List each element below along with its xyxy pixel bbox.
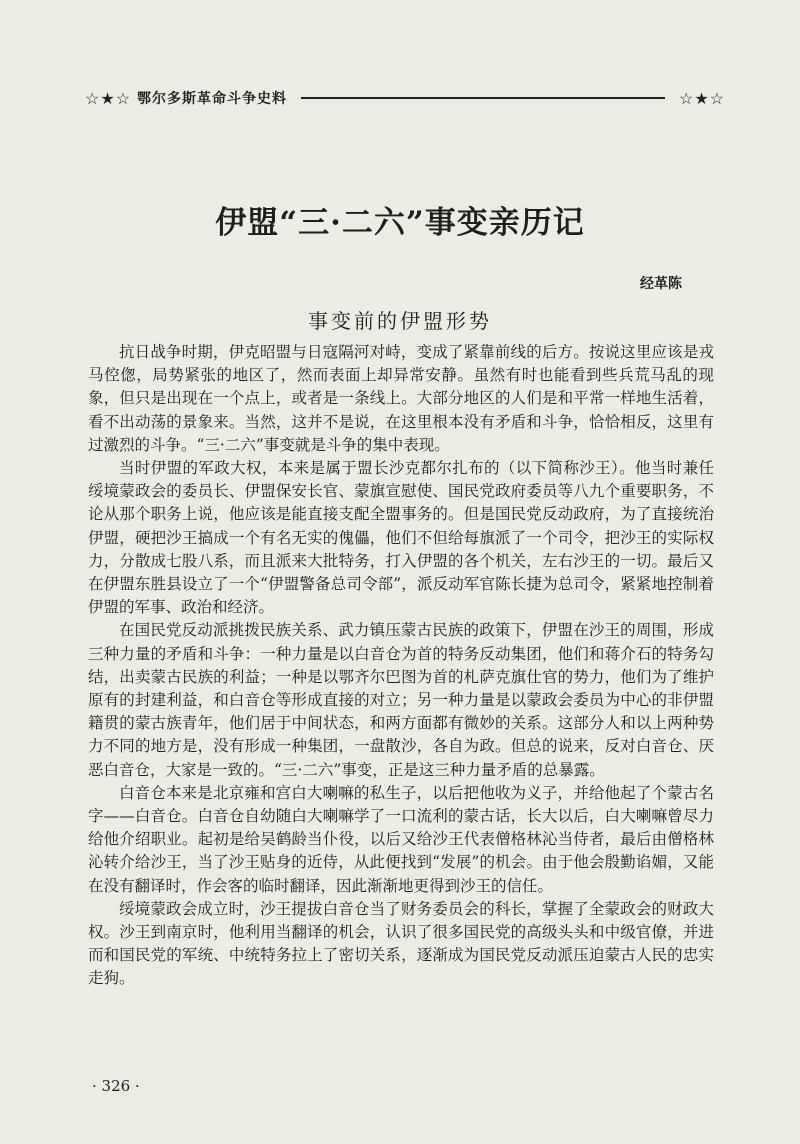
section-title: 事变前的伊盟形势 — [308, 309, 492, 333]
series-title: 鄂尔多斯革命斗争史料 — [137, 91, 288, 107]
paragraph: 绥境蒙政会成立时，沙王提拔白音仓当了财务委员会的科长，掌握了全蒙政会的财政大权。沙王到南京时，他利用当翻译的机会，认识了很多国民党的高级头头和中级官僚，并进而和国民党的军统、中统特务拉上了密切关系，逐渐成为国民党反动派压迫蒙古人民的忠实走狗。 — [88, 899, 714, 988]
paragraph: 当时伊盟的军政大权，本来是属于盟长沙克都尔扎布的（以下简称沙王）。他当时兼任绥境蒙政会的委员长、伊盟保安长官、蒙旗宣慰使、国民党政府委员等八九个重要职务，不论从那个职务上说，他应该是能直接支配全盟事务的。但是国民党反动政府，为了直接统治伊盟，硬把沙王搞成一个有名无实的傀儡，他们不但给每旗派了一个司令，把沙王的实际权力，分散成七股八系，而且派来大批特务，打入伊盟的各个机关，左右沙王的一切。最后又在伊盟东胜县设立了一个“伊盟警备总司令部”，派反动军官陈长捷为总司令，紧紧地控制着伊盟的军事、政治和经济。 — [88, 459, 714, 617]
header-stars-left: ☆★☆ — [85, 88, 132, 108]
paragraph: 在国民党反动派挑拨民族关系、武力镇压蒙古民族的政策下，伊盟在沙王的周围，形成三种力量的矛盾和斗争：一种力量是以白音仓为首的特务反动集团，他们和蒋介石的特务勾结，出卖蒙古民族的利益；一种是以鄂齐尔巴图为首的札萨克旗仕官的势力，他们为了维护原有的封建利益，和白音仓等形成直接的对立；另一种力量是以蒙政会委员为中心的非伊盟籍贯的蒙古族青年，他们居于中间状态，和两方面都有微妙的关系。这部分人和以上两种势力不同的地方是，没有形成一种集团，一盘散沙，各自为政。但总的说来，反对白音仓、厌恶白音仓，大家是一致的。“三·二六”事变，正是这三种力量矛盾的总暴露。 — [88, 621, 714, 779]
paragraph: 抗日战争时期，伊克昭盟与日寇隔河对峙，变成了紧靠前线的后方。按说这里应该是戎马倥偬，局势紧张的地区了，然而表面上却异常安静。虽然有时也能看到些兵荒马乱的现象，但只是出现在一个点上，或者是一条线上。大部分地区的人们是和平常一样地生活着，看不出动荡的景象来。当然，这并不是说，在这里根本没有矛盾和斗争，恰恰相反，这里有过激烈的斗争。“三·二六”事变就是斗争的集中表现。 — [88, 343, 714, 454]
author-name: 经革陈 — [640, 276, 682, 292]
header-rule — [301, 97, 665, 99]
paragraph: 白音仓本来是北京雍和宫白大喇嘛的私生子，以后把他收为义子，并给他起了个蒙古名字——白音仓。白音仓自幼随白大喇嘛学了一口流利的蒙古话，长大以后，白大喇嘛曾尽力给他介绍职业。起初是给吴鹤龄当仆役，以后又给沙王代表僧格林沁当侍者，最后由僧格林沁转介给沙王，当了沙王贴身的近侍，从此便找到“发展”的机会。由于他会殷勤谄媚，又能在没有翻译时，作会客的临时翻译，因此渐渐地更得到沙王的信任。 — [88, 783, 714, 895]
article-title: 伊盟“三·二六”事变亲历记 — [215, 205, 585, 241]
page-number: · 326 · — [92, 1077, 140, 1095]
header-stars-right: ☆★☆ — [678, 88, 725, 108]
article-body — [88, 341, 714, 991]
running-header — [85, 86, 725, 110]
